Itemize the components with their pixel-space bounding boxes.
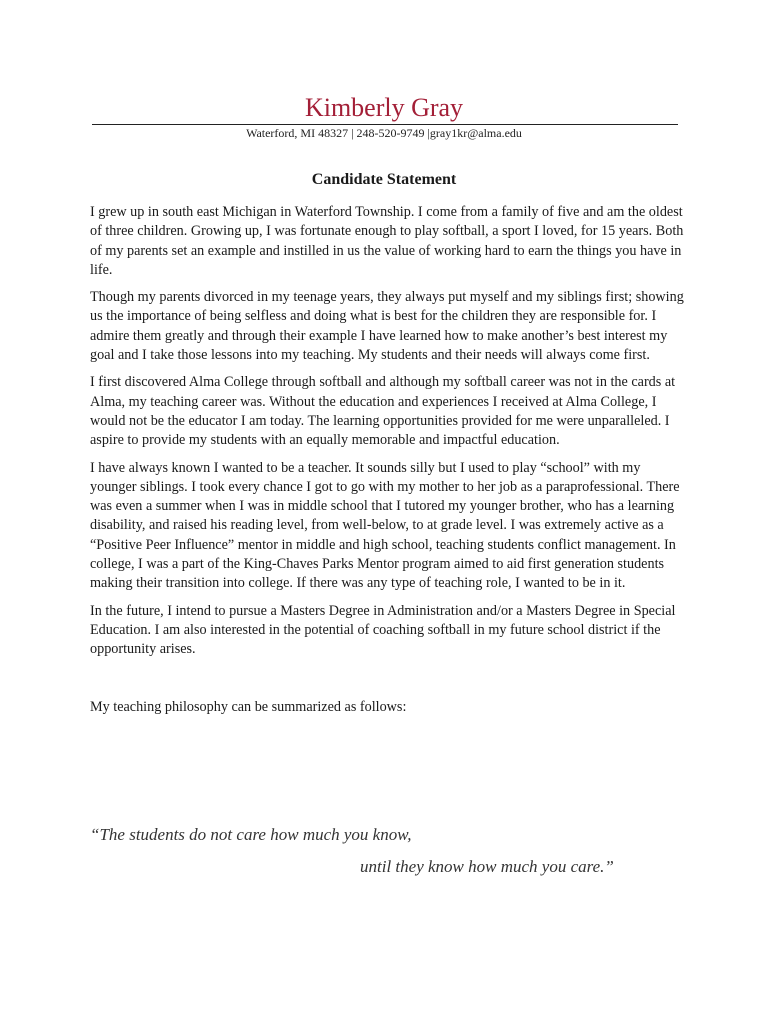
paragraph-parents: Though my parents divorced in my teenage years, they always put myself and my siblings first; showing us the importance of being selfless and doing what is best for the children they are responsible for. I admire them greatly and through their example I have learned how to make another’s best interest my goal and I take those lessons into my teaching. My students and their needs will always come first. [90,289,684,364]
candidate-name: Kimberly Gray [304,93,464,122]
quote-line-1: “The students do not care how much you know, [90,825,412,844]
paragraph-philosophy-intro: My teaching philosophy can be summarized as follows: [90,698,407,715]
quote-line-2: until they know how much you care.” [360,857,614,876]
contact-info: Waterford, MI 48327 | 248-520-9749 |gray1kr@alma.edu [246,126,522,140]
statement-body [90,203,690,725]
statement-title: Candidate Statement [311,171,457,188]
paragraph-alma-college: I first discovered Alma College through softball and although my softball career was not in the cards at Alma, my teaching career was. Without the education and experiences I received at Alma College, I would not be the educator I am today. The learning opportunities provided for me were unparalleled. I aspire to provide my students with an equally memorable and impactful education. [90,374,676,449]
paragraph-teaching-calling: I have always known I wanted to be a teacher. It sounds silly but I used to play “school” with my younger siblings. I took every chance I got to go with my mother to her job as a paraprofessional. There was even a summer when I was in middle school that I tutored my younger brother, who has a learning disability, and raised his reading level, from well-below, to at grade level. I was extremely active as a “Positive Peer Influence” mentor in middle and high school, teaching students conflict management. In college, I was a part of the King-Chaves Parks Mentor program aimed to aid first generation students making their transition into college. If there was any type of teaching role, I wanted to be in it. [90,459,680,592]
paragraph-upbringing: I grew up in south east Michigan in Waterford Township. I come from a family of five and am the oldest of three children. Growing up, I was fortunate enough to play softball, a sport I loved, for 15 years. Both of my parents set an example and instilled in us the value of working hard to earn the things you have in life. [90,204,684,278]
paragraph-future-plans: In the future, I intend to pursue a Masters Degree in Administration and/or a Masters Degree in Special Education. I am also interested in the potential of coaching softball in my future school district if the opportunity arises. [90,602,676,658]
